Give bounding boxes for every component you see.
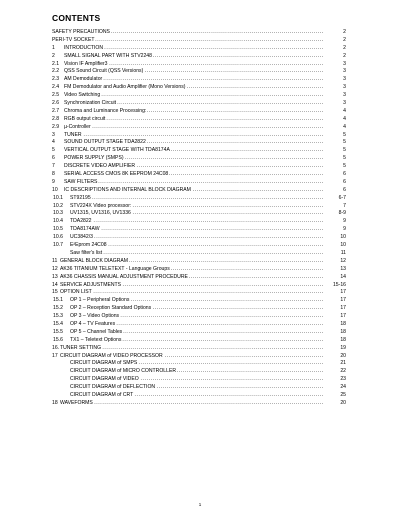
toc-entry-text: QSS Sound Circuit (QSS Versions) bbox=[64, 68, 144, 75]
toc-entry-title bbox=[64, 139, 324, 147]
toc-entry bbox=[52, 187, 346, 195]
toc-entry bbox=[52, 242, 346, 250]
toc-entry-text: SOUND OUTPUT STAGE TDA2822 bbox=[64, 139, 146, 146]
toc-entry-page: 22 bbox=[340, 368, 346, 375]
toc-entry-text: CIRCUIT DIAGRAM of CRT bbox=[70, 391, 134, 398]
toc-entry-title bbox=[60, 258, 324, 266]
toc-entry-page: 9 bbox=[343, 218, 346, 225]
toc-entry bbox=[52, 53, 346, 61]
toc-entry bbox=[52, 84, 346, 92]
toc-entry-text: INTRODUCTION bbox=[64, 44, 104, 51]
toc-entry-page: 6-7 bbox=[338, 194, 346, 201]
toc-entry-text: TUNER SETTING bbox=[60, 344, 102, 351]
toc-entry-number: 10.4 bbox=[53, 218, 63, 225]
toc-entry-title bbox=[70, 250, 324, 258]
toc-entry bbox=[52, 250, 346, 258]
toc-entry-title bbox=[70, 368, 324, 376]
toc-entry-page: 25 bbox=[340, 391, 346, 398]
toc-entry-page: 3 bbox=[343, 92, 346, 99]
toc-entry-text: DISCRETE VIDEO AMPLIFIER bbox=[64, 163, 136, 170]
toc-entry-number: 2.7 bbox=[52, 107, 60, 114]
toc-entry-text: SERVICE ADJUSTMENTS bbox=[60, 281, 122, 288]
toc-entry-number: 8 bbox=[52, 171, 55, 178]
toc-entry-title bbox=[64, 147, 324, 155]
toc-entry-title bbox=[64, 179, 324, 187]
toc-entry-text: SAW FILTERS bbox=[64, 178, 98, 185]
toc-entry-number: 10 bbox=[52, 186, 58, 193]
toc-entry-text: SERIAL ACCESS CMOS 8K EEPROM 24C08 bbox=[64, 171, 169, 178]
toc-entry-page: 3 bbox=[343, 60, 346, 67]
toc-entry-page: 15-16 bbox=[332, 281, 346, 288]
toc-entry-page: 17 bbox=[340, 289, 346, 296]
toc-entry-title bbox=[64, 92, 324, 100]
toc-entry-text: µ-Controller bbox=[64, 123, 91, 130]
toc-entry bbox=[52, 29, 346, 37]
toc-entry-title bbox=[64, 68, 324, 76]
toc-entry-number: 2.3 bbox=[52, 76, 60, 83]
toc-entry-page: 12 bbox=[340, 257, 346, 264]
toc-entry-title bbox=[70, 321, 324, 329]
toc-entry-title bbox=[64, 187, 324, 195]
toc-entry-number: 15.2 bbox=[53, 305, 63, 312]
toc-entry-title bbox=[70, 203, 324, 211]
toc-entry-text: Video Switching bbox=[64, 92, 101, 99]
toc-entry-page: 9 bbox=[343, 226, 346, 233]
toc-entry bbox=[52, 321, 346, 329]
toc-entry bbox=[52, 368, 346, 376]
toc-entry-page: 6 bbox=[343, 178, 346, 185]
toc-entry bbox=[52, 163, 346, 171]
toc-entry-text: RGB output circuit bbox=[64, 115, 106, 122]
toc-entry-page: 7 bbox=[343, 202, 346, 209]
toc-entry-page: 21 bbox=[340, 360, 346, 367]
toc-entry bbox=[52, 100, 346, 108]
toc-entry-number: 2 bbox=[52, 52, 55, 59]
toc-entry-title bbox=[64, 45, 324, 53]
toc-entry bbox=[52, 376, 346, 384]
toc-entry-title bbox=[64, 163, 324, 171]
toc-entry-text: Synchronization Circuit bbox=[64, 100, 117, 107]
toc-entry-page: 5 bbox=[343, 147, 346, 154]
toc-entry-text: AK36 CHASSIS MANUAL ADJUSTMENT PROCEDURE bbox=[60, 273, 188, 280]
toc-entry-number: 10.6 bbox=[53, 234, 63, 241]
toc-entry bbox=[52, 155, 346, 163]
toc-entry-title bbox=[70, 195, 324, 203]
toc-entry-title bbox=[70, 329, 324, 337]
toc-entry-page: 3 bbox=[343, 68, 346, 75]
toc-entry-text: WAVEFORMS bbox=[60, 399, 93, 406]
toc-entry-text: GENERAL BLOCK DIAGRAM bbox=[60, 257, 129, 264]
toc-entry-title bbox=[64, 76, 324, 84]
toc-entry-title bbox=[52, 37, 324, 45]
toc-entry-text: Vision IF Amplifier3 bbox=[64, 60, 108, 67]
toc-entry-page: 2 bbox=[343, 29, 346, 35]
toc-entry-title bbox=[60, 400, 324, 408]
toc-entry-text: OP 1 – Peripheral Options bbox=[70, 297, 130, 304]
toc-entry-number: 2.9 bbox=[52, 123, 60, 130]
toc-entry-page: 17 bbox=[340, 297, 346, 304]
toc-entry-text: CIRCUIT DIAGRAM of MICRO CONTROLLER bbox=[70, 368, 177, 375]
toc-entry bbox=[52, 282, 346, 290]
toc-entry bbox=[52, 353, 346, 361]
toc-entry-page: 4 bbox=[343, 107, 346, 114]
toc-entry-text: SAFETY PRECAUTIONS bbox=[52, 29, 110, 35]
toc-entry-page: 5 bbox=[343, 131, 346, 138]
toc-entry bbox=[52, 203, 346, 211]
toc-entry-text: Saw filter's list bbox=[70, 249, 103, 256]
toc-entry bbox=[52, 313, 346, 321]
toc-entry-number: 10.3 bbox=[53, 210, 63, 217]
toc-entry-number: 2.5 bbox=[52, 92, 60, 99]
toc-entry-page: 17 bbox=[340, 305, 346, 312]
toc-entry-page: 5 bbox=[343, 163, 346, 170]
toc-entry-number: 2.1 bbox=[52, 60, 60, 67]
toc-entry-page: 24 bbox=[340, 384, 346, 391]
toc-entry-text: CIRCUIT DIAGRAM of DEFLECTION bbox=[70, 384, 156, 391]
toc-entry-page: 20 bbox=[340, 399, 346, 406]
toc-entry-page: 18 bbox=[340, 320, 346, 327]
toc-entry-page: 10 bbox=[340, 234, 346, 241]
toc-entry bbox=[52, 337, 346, 345]
toc-entry-page: 2 bbox=[343, 36, 346, 43]
toc-entry-page: 18 bbox=[340, 336, 346, 343]
toc-entry bbox=[52, 266, 346, 274]
toc-entry bbox=[52, 297, 346, 305]
toc-entry-text: TUNER bbox=[64, 131, 82, 138]
toc-entry-page: 3 bbox=[343, 76, 346, 83]
toc-entry-title bbox=[60, 274, 324, 282]
toc-entry-title bbox=[70, 384, 324, 392]
toc-entry bbox=[52, 147, 346, 155]
toc-entry-page: 4 bbox=[343, 115, 346, 122]
toc-entry-text: ST92195 bbox=[70, 194, 91, 201]
toc-entry bbox=[52, 345, 346, 353]
toc-entry-number: 7 bbox=[52, 163, 55, 170]
toc-entry-page: 13 bbox=[340, 265, 346, 272]
toc-entry-number: 18 bbox=[52, 399, 58, 406]
toc-entry-text: OP 5 – Channel Tables bbox=[70, 328, 123, 335]
toc-entry bbox=[52, 210, 346, 218]
toc-entry bbox=[52, 234, 346, 242]
toc-entry-number: 15.5 bbox=[53, 328, 63, 335]
toc-entry-text: AK36 TITANIUM TELETEXT - Language Groups bbox=[60, 265, 170, 272]
toc-entry-number: 3 bbox=[52, 131, 55, 138]
toc-entry-number: 5 bbox=[52, 147, 55, 154]
toc-entry-title bbox=[70, 218, 324, 226]
toc-entry-number: 10.5 bbox=[53, 226, 63, 233]
toc-entry bbox=[52, 289, 346, 297]
toc-entry bbox=[52, 139, 346, 147]
toc-entry-page: 18 bbox=[340, 328, 346, 335]
toc-entry-text: FM Demodulator and Audio Amplifier (Mono Versions) bbox=[64, 84, 186, 91]
toc-entry-page: 11 bbox=[340, 249, 346, 256]
toc-entry-text: Chroma and Luminance Processing: bbox=[64, 107, 147, 114]
toc-entry-title bbox=[60, 289, 324, 297]
toc-entry bbox=[52, 195, 346, 203]
toc-entry-text: OP 4 – TV Features bbox=[70, 320, 116, 327]
toc-entry bbox=[52, 384, 346, 392]
toc-entry-number: 1 bbox=[52, 44, 55, 51]
toc-entry-text: TX1 – Teletext Options bbox=[70, 336, 122, 343]
toc-entry bbox=[52, 76, 346, 84]
toc-entry-text: UV1315, UV1316, UV1336 bbox=[70, 210, 131, 217]
toc-entry-number: 16. bbox=[52, 344, 60, 351]
toc-entry-number: 2.4 bbox=[52, 84, 60, 91]
toc-entry bbox=[52, 171, 346, 179]
toc-entry-title bbox=[64, 100, 324, 108]
toc-entry-page: 23 bbox=[340, 376, 346, 383]
toc-entry-title bbox=[70, 234, 324, 242]
toc-entry-text: STV224X Video processor: bbox=[70, 202, 132, 209]
toc-entry-title bbox=[70, 305, 324, 313]
toc-entry-page: 19 bbox=[340, 344, 346, 351]
toc-entry-title bbox=[70, 210, 324, 218]
toc-entry-number: 2.2 bbox=[52, 68, 60, 75]
toc-entry-text: OP 3 – Video Options bbox=[70, 313, 120, 320]
toc-entry-text: SMALL SIGNAL PART WITH STV2248 bbox=[64, 52, 152, 59]
toc-entry-title bbox=[70, 226, 324, 234]
toc-entry bbox=[52, 226, 346, 234]
toc-entry-title bbox=[64, 108, 324, 116]
toc-entry-title bbox=[64, 124, 324, 132]
toc-entry-text: OPTION LIST bbox=[60, 289, 92, 296]
toc-entry-page: 6 bbox=[343, 186, 346, 193]
page-title: CONTENTS bbox=[52, 13, 101, 23]
toc-entry-number: 13 bbox=[52, 273, 58, 280]
toc-entry-title bbox=[60, 345, 324, 353]
table-of-contents bbox=[52, 29, 346, 408]
toc-entry-title bbox=[60, 282, 324, 290]
toc-entry-page: 3 bbox=[343, 100, 346, 107]
toc-entry bbox=[52, 258, 346, 266]
page-number: 1 bbox=[198, 502, 202, 507]
toc-entry-title bbox=[64, 84, 324, 92]
toc-entry-number: 17 bbox=[52, 352, 58, 359]
toc-entry-title bbox=[70, 337, 324, 345]
toc-entry-text: CIRCUIT DIAGRAM of SMPS bbox=[70, 360, 138, 367]
toc-entry bbox=[52, 392, 346, 400]
toc-entry-number: 4 bbox=[52, 139, 55, 146]
toc-entry bbox=[52, 37, 346, 45]
toc-entry-text: OP 2 – Reception Standard Options bbox=[70, 305, 152, 312]
toc-entry bbox=[52, 329, 346, 337]
toc-entry-text: CIRCUIT DIAGRAM of VIDEO bbox=[70, 376, 139, 383]
toc-entry-page: 2 bbox=[343, 52, 346, 59]
toc-entry-text: E²Eprom 24C08 bbox=[70, 242, 107, 249]
toc-entry-title bbox=[70, 297, 324, 305]
toc-entry-number: 10.1 bbox=[53, 194, 63, 201]
toc-entry-text: TDA8174AW bbox=[70, 226, 100, 233]
toc-entry-page: 17 bbox=[340, 313, 346, 320]
toc-entry bbox=[52, 274, 346, 282]
toc-entry-text: UC3842/3 bbox=[70, 234, 93, 241]
toc-entry-page: 5 bbox=[343, 155, 346, 162]
toc-entry-page: 20 bbox=[340, 352, 346, 359]
toc-entry-text: AM Demodulator bbox=[64, 76, 103, 83]
toc-entry bbox=[52, 360, 346, 368]
toc-entry bbox=[52, 92, 346, 100]
toc-entry-title bbox=[70, 376, 324, 384]
toc-entry-page: 6 bbox=[343, 171, 346, 178]
toc-entry bbox=[52, 61, 346, 69]
toc-entry-title bbox=[64, 155, 324, 163]
toc-entry bbox=[52, 132, 346, 140]
toc-entry-text: CIRCUIT DIAGRAM of VIDEO PROCESSOR bbox=[60, 352, 163, 359]
toc-entry-text: TDA2822 bbox=[70, 218, 92, 225]
toc-entry-number: 14 bbox=[52, 281, 58, 288]
toc-entry-page: 2 bbox=[343, 44, 346, 51]
toc-entry-number: 11 bbox=[52, 257, 58, 264]
toc-entry-page: 8-9 bbox=[338, 210, 346, 217]
toc-entry-number: 15.6 bbox=[53, 336, 63, 343]
toc-entry-number: 15.3 bbox=[53, 313, 63, 320]
toc-entry-text: POWER SUPPLY (SMPS) bbox=[64, 155, 124, 162]
toc-entry-title bbox=[64, 53, 324, 61]
toc-entry-text: IC DESCRIPTIONS AND INTERNAL BLOCK DIAGRAM bbox=[64, 186, 191, 193]
toc-entry bbox=[52, 218, 346, 226]
toc-entry bbox=[52, 400, 346, 408]
toc-entry-title bbox=[60, 353, 324, 361]
toc-entry-title bbox=[70, 360, 324, 368]
toc-entry-title bbox=[64, 116, 324, 124]
toc-entry bbox=[52, 116, 346, 124]
toc-entry bbox=[52, 305, 346, 313]
toc-entry bbox=[52, 68, 346, 76]
toc-entry-title bbox=[70, 392, 324, 400]
toc-entry-page: 4 bbox=[343, 123, 346, 130]
toc-entry-number: 9 bbox=[52, 178, 55, 185]
toc-entry-number: 10.7 bbox=[53, 242, 63, 249]
toc-entry-number: 2.6 bbox=[52, 100, 60, 107]
toc-entry-number: 10.2 bbox=[53, 202, 63, 209]
toc-entry-number: 15.4 bbox=[53, 320, 63, 327]
toc-entry-text: VERTICAL OUTPUT STAGE WITH TDA8174A bbox=[64, 147, 170, 154]
toc-entry-page: 5 bbox=[343, 139, 346, 146]
toc-entry-number: 15 bbox=[52, 289, 58, 296]
toc-entry-page: 14 bbox=[340, 273, 346, 280]
toc-entry-title bbox=[64, 171, 324, 179]
toc-entry-title bbox=[52, 29, 324, 37]
toc-entry-number: 2.8 bbox=[52, 115, 60, 122]
toc-entry-text: PERI-TV SOCKET bbox=[52, 36, 95, 43]
toc-entry bbox=[52, 45, 346, 53]
toc-entry-title bbox=[60, 266, 324, 274]
toc-entry-page: 10 bbox=[340, 242, 346, 249]
toc-entry-number: 12 bbox=[52, 265, 58, 272]
toc-entry-number: 15.1 bbox=[53, 297, 63, 304]
toc-entry-number: 6 bbox=[52, 155, 55, 162]
toc-entry-page: 3 bbox=[343, 84, 346, 91]
toc-entry-title bbox=[70, 242, 324, 250]
toc-entry bbox=[52, 179, 346, 187]
toc-entry bbox=[52, 108, 346, 116]
toc-entry bbox=[52, 124, 346, 132]
toc-entry-title bbox=[64, 61, 324, 69]
toc-entry-title bbox=[64, 132, 324, 140]
toc-entry-title bbox=[70, 313, 324, 321]
